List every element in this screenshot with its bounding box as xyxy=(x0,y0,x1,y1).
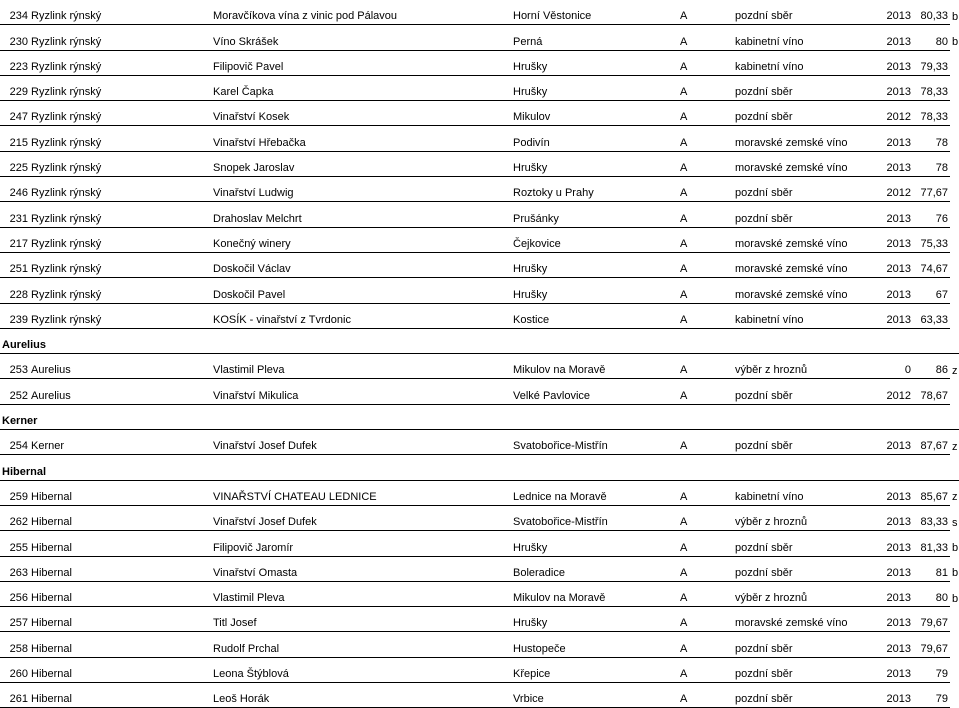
attribute-cell: pozdní sběr xyxy=(733,632,883,657)
village-cell: Svatobořice-Mistřín xyxy=(511,430,678,455)
medal-cell xyxy=(950,75,959,100)
variety-cell: Ryzlink rýnský xyxy=(29,126,211,151)
medal-cell xyxy=(950,151,959,176)
village-cell: Velké Pavlovice xyxy=(511,379,678,404)
category-cell: A xyxy=(678,531,733,556)
category-cell: A xyxy=(678,505,733,530)
variety-group-header xyxy=(0,404,959,429)
attribute-cell: pozdní sběr xyxy=(733,75,883,100)
sample-number: 231 xyxy=(0,202,29,227)
table-row xyxy=(0,531,959,556)
variety-cell: Ryzlink rýnský xyxy=(29,151,211,176)
variety-cell: Hibernal xyxy=(29,657,211,682)
village-cell: Svatobořice-Mistřín xyxy=(511,505,678,530)
vintage-cell: 2013 xyxy=(883,556,913,581)
medal-cell xyxy=(950,50,959,75)
score-cell: 79,33 xyxy=(913,50,950,75)
vintage-cell: 2013 xyxy=(883,657,913,682)
medal-cell: b xyxy=(952,542,959,555)
vintage-cell: 2013 xyxy=(883,581,913,606)
medal-cell xyxy=(950,252,959,277)
score-cell: 75,33 xyxy=(913,227,950,252)
sample-number: 253 xyxy=(0,354,29,379)
producer-cell: Leona Štýblová xyxy=(211,657,511,682)
vintage-cell: 2013 xyxy=(883,480,913,505)
variety-cell: Hibernal xyxy=(29,505,211,530)
score-cell: 78,33 xyxy=(913,101,950,126)
attribute-cell: pozdní sběr xyxy=(733,556,883,581)
sample-number: 246 xyxy=(0,177,29,202)
score-cell: 78,67 xyxy=(913,379,950,404)
category-cell: A xyxy=(678,581,733,606)
attribute-cell: výběr z hroznů xyxy=(733,581,883,606)
score-cell: 79,67 xyxy=(913,607,950,632)
sample-number: 229 xyxy=(0,75,29,100)
variety-cell: Hibernal xyxy=(29,556,211,581)
table-row xyxy=(0,303,959,328)
village-cell: Lednice na Moravě xyxy=(511,480,678,505)
village-cell: Hrušky xyxy=(511,607,678,632)
sample-number: 255 xyxy=(0,531,29,556)
vintage-cell: 2013 xyxy=(883,278,913,303)
table-row xyxy=(0,632,959,657)
category-cell: A xyxy=(678,101,733,126)
village-cell: Hrušky xyxy=(511,50,678,75)
variety-cell: Ryzlink rýnský xyxy=(29,75,211,100)
table-row xyxy=(0,25,959,50)
producer-cell: Leoš Horák xyxy=(211,683,511,708)
variety-cell: Hibernal xyxy=(29,480,211,505)
score-cell: 78,33 xyxy=(913,75,950,100)
producer-cell: Vinařství Josef Dufek xyxy=(211,430,511,455)
sample-number: 262 xyxy=(0,505,29,530)
category-cell: A xyxy=(678,126,733,151)
vintage-cell: 2013 xyxy=(883,252,913,277)
variety-cell: Kerner xyxy=(29,430,211,455)
vintage-cell: 2013 xyxy=(883,202,913,227)
medal-cell xyxy=(950,379,959,404)
producer-cell: Rudolf Prchal xyxy=(211,632,511,657)
producer-cell: VINAŘSTVÍ CHATEAU LEDNICE xyxy=(211,480,511,505)
vintage-cell: 2013 xyxy=(883,75,913,100)
medal-cell: b xyxy=(952,36,959,49)
vintage-cell: 2013 xyxy=(883,505,913,530)
variety-cell: Hibernal xyxy=(29,581,211,606)
variety-cell: Ryzlink rýnský xyxy=(29,303,211,328)
village-cell: Podivín xyxy=(511,126,678,151)
table-row xyxy=(0,379,959,404)
vintage-cell: 2013 xyxy=(883,151,913,176)
vintage-cell: 0 xyxy=(883,354,913,379)
attribute-cell: kabinetní víno xyxy=(733,480,883,505)
vintage-cell: 2013 xyxy=(883,607,913,632)
variety-cell: Ryzlink rýnský xyxy=(29,50,211,75)
attribute-cell: moravské zemské víno xyxy=(733,252,883,277)
attribute-cell: moravské zemské víno xyxy=(733,278,883,303)
sample-number: 215 xyxy=(0,126,29,151)
village-cell: Mikulov na Moravě xyxy=(511,581,678,606)
table-row xyxy=(0,126,959,151)
table-row xyxy=(0,177,959,202)
medal-cell xyxy=(950,177,959,202)
table-row xyxy=(0,202,959,227)
village-cell: Perná xyxy=(511,25,678,50)
attribute-cell: moravské zemské víno xyxy=(733,126,883,151)
score-cell: 74,67 xyxy=(913,252,950,277)
sample-number: 251 xyxy=(0,252,29,277)
variety-cell: Hibernal xyxy=(29,607,211,632)
sample-number: 263 xyxy=(0,556,29,581)
medal-cell: s xyxy=(952,516,958,529)
category-cell: A xyxy=(678,25,733,50)
sample-number: 256 xyxy=(0,581,29,606)
producer-cell: Vinařství Kosek xyxy=(211,101,511,126)
category-cell: A xyxy=(678,75,733,100)
score-cell: 79 xyxy=(913,657,950,682)
variety-cell: Hibernal xyxy=(29,531,211,556)
sample-number: 258 xyxy=(0,632,29,657)
vintage-cell: 2013 xyxy=(883,430,913,455)
variety-cell: Hibernal xyxy=(29,632,211,657)
variety-group-header xyxy=(0,328,959,353)
score-cell: 76 xyxy=(913,202,950,227)
table-row xyxy=(0,657,959,682)
sample-number: 239 xyxy=(0,303,29,328)
village-cell: Čejkovice xyxy=(511,227,678,252)
attribute-cell: pozdní sběr xyxy=(733,101,883,126)
attribute-cell: pozdní sběr xyxy=(733,202,883,227)
table-row xyxy=(0,556,959,581)
attribute-cell: moravské zemské víno xyxy=(733,607,883,632)
category-cell: A xyxy=(678,252,733,277)
vintage-cell: 2012 xyxy=(883,177,913,202)
medal-cell xyxy=(950,227,959,252)
medal-cell xyxy=(950,278,959,303)
attribute-cell: kabinetní víno xyxy=(733,25,883,50)
score-cell: 78 xyxy=(913,151,950,176)
producer-cell: Doskočil Pavel xyxy=(211,278,511,303)
variety-cell: Aurelius xyxy=(29,354,211,379)
producer-cell: Karel Čapka xyxy=(211,75,511,100)
attribute-cell: výběr z hroznů xyxy=(733,505,883,530)
score-cell: 83,33 xyxy=(913,505,950,530)
variety-cell: Aurelius xyxy=(29,379,211,404)
group-title: Aurelius xyxy=(0,328,959,353)
village-cell: Hustopeče xyxy=(511,632,678,657)
sample-number: 225 xyxy=(0,151,29,176)
producer-cell: Titl Josef xyxy=(211,607,511,632)
producer-cell: Drahoslav Melchrt xyxy=(211,202,511,227)
producer-cell: Vlastimil Pleva xyxy=(211,581,511,606)
attribute-cell: moravské zemské víno xyxy=(733,151,883,176)
sample-number: 254 xyxy=(0,430,29,455)
attribute-cell: kabinetní víno xyxy=(733,303,883,328)
village-cell: Kostice xyxy=(511,303,678,328)
producer-cell: Filipovič Pavel xyxy=(211,50,511,75)
sample-number: 260 xyxy=(0,657,29,682)
vintage-cell: 2013 xyxy=(883,632,913,657)
variety-cell: Hibernal xyxy=(29,683,211,708)
vintage-cell: 2013 xyxy=(883,303,913,328)
producer-cell: Filipovič Jaromír xyxy=(211,531,511,556)
attribute-cell: výběr z hroznů xyxy=(733,354,883,379)
table-row xyxy=(0,151,959,176)
table-row xyxy=(0,607,959,632)
vintage-cell: 2013 xyxy=(883,227,913,252)
category-cell: A xyxy=(678,0,733,25)
category-cell: A xyxy=(678,430,733,455)
variety-group-header xyxy=(0,455,959,480)
category-cell: A xyxy=(678,556,733,581)
category-cell: A xyxy=(678,379,733,404)
variety-cell: Ryzlink rýnský xyxy=(29,0,211,25)
producer-cell: Vinařství Josef Dufek xyxy=(211,505,511,530)
score-cell: 67 xyxy=(913,278,950,303)
score-cell: 87,67 xyxy=(913,430,950,455)
attribute-cell: pozdní sběr xyxy=(733,657,883,682)
score-cell: 86 xyxy=(913,354,950,379)
vintage-cell: 2012 xyxy=(883,379,913,404)
sample-number: 257 xyxy=(0,607,29,632)
medal-cell xyxy=(950,607,959,632)
group-title: Hibernal xyxy=(0,455,959,480)
village-cell: Křepice xyxy=(511,657,678,682)
variety-cell: Ryzlink rýnský xyxy=(29,202,211,227)
category-cell: A xyxy=(678,278,733,303)
score-cell: 80 xyxy=(913,25,950,50)
producer-cell: Vinařství Hřebačka xyxy=(211,126,511,151)
vintage-cell: 2013 xyxy=(883,531,913,556)
village-cell: Mikulov na Moravě xyxy=(511,354,678,379)
vintage-cell: 2013 xyxy=(883,683,913,708)
village-cell: Boleradice xyxy=(511,556,678,581)
medal-cell: z xyxy=(952,491,958,504)
attribute-cell: pozdní sběr xyxy=(733,430,883,455)
sample-number: 234 xyxy=(0,0,29,25)
vintage-cell: 2013 xyxy=(883,25,913,50)
medal-cell xyxy=(950,632,959,657)
score-cell: 81 xyxy=(913,556,950,581)
table-row xyxy=(0,581,959,606)
category-cell: A xyxy=(678,657,733,682)
producer-cell: Vinařství Omasta xyxy=(211,556,511,581)
variety-cell: Ryzlink rýnský xyxy=(29,252,211,277)
medal-cell xyxy=(950,101,959,126)
sample-number: 252 xyxy=(0,379,29,404)
score-cell: 80,33 xyxy=(913,0,950,25)
village-cell: Mikulov xyxy=(511,101,678,126)
table-row xyxy=(0,480,959,505)
table-row xyxy=(0,101,959,126)
variety-cell: Ryzlink rýnský xyxy=(29,25,211,50)
sample-number: 261 xyxy=(0,683,29,708)
producer-cell: Doskočil Václav xyxy=(211,252,511,277)
medal-cell xyxy=(950,683,959,708)
sample-number: 259 xyxy=(0,480,29,505)
village-cell: Horní Věstonice xyxy=(511,0,678,25)
producer-cell: Víno Skrášek xyxy=(211,25,511,50)
medal-cell xyxy=(950,202,959,227)
table-row xyxy=(0,430,959,455)
vintage-cell: 2013 xyxy=(883,50,913,75)
medal-cell: z xyxy=(952,440,958,453)
medal-cell: z xyxy=(952,364,958,377)
vintage-cell: 2012 xyxy=(883,101,913,126)
producer-cell: Vinařství Ludwig xyxy=(211,177,511,202)
category-cell: A xyxy=(678,480,733,505)
village-cell: Hrušky xyxy=(511,278,678,303)
vintage-cell: 2013 xyxy=(883,126,913,151)
producer-cell: Vinařství Mikulica xyxy=(211,379,511,404)
producer-cell: Moravčíkova vína z vinic pod Pálavou xyxy=(211,0,511,25)
category-cell: A xyxy=(678,354,733,379)
sample-number: 247 xyxy=(0,101,29,126)
table-row xyxy=(0,278,959,303)
attribute-cell: pozdní sběr xyxy=(733,531,883,556)
medal-cell xyxy=(950,303,959,328)
table-row xyxy=(0,75,959,100)
village-cell: Hrušky xyxy=(511,252,678,277)
category-cell: A xyxy=(678,303,733,328)
variety-cell: Ryzlink rýnský xyxy=(29,177,211,202)
score-cell: 77,67 xyxy=(913,177,950,202)
variety-cell: Ryzlink rýnský xyxy=(29,227,211,252)
medal-cell xyxy=(950,126,959,151)
producer-cell: Vlastimil Pleva xyxy=(211,354,511,379)
vintage-cell: 2013 xyxy=(883,0,913,25)
table-row xyxy=(0,0,959,25)
sample-number: 223 xyxy=(0,50,29,75)
attribute-cell: pozdní sběr xyxy=(733,0,883,25)
producer-cell: Snopek Jaroslav xyxy=(211,151,511,176)
category-cell: A xyxy=(678,151,733,176)
medal-cell xyxy=(950,657,959,682)
category-cell: A xyxy=(678,50,733,75)
table-row xyxy=(0,227,959,252)
attribute-cell: pozdní sběr xyxy=(733,177,883,202)
sample-number: 230 xyxy=(0,25,29,50)
category-cell: A xyxy=(678,177,733,202)
score-cell: 63,33 xyxy=(913,303,950,328)
village-cell: Vrbice xyxy=(511,683,678,708)
village-cell: Roztoky u Prahy xyxy=(511,177,678,202)
village-cell: Hrušky xyxy=(511,151,678,176)
producer-cell: Konečný winery xyxy=(211,227,511,252)
category-cell: A xyxy=(678,227,733,252)
category-cell: A xyxy=(678,632,733,657)
score-cell: 79 xyxy=(913,683,950,708)
village-cell: Hrušky xyxy=(511,75,678,100)
score-cell: 85,67 xyxy=(913,480,950,505)
attribute-cell: kabinetní víno xyxy=(733,50,883,75)
variety-cell: Ryzlink rýnský xyxy=(29,101,211,126)
score-cell: 81,33 xyxy=(913,531,950,556)
producer-cell: KOSÍK - vinařství z Tvrdonic xyxy=(211,303,511,328)
variety-cell: Ryzlink rýnský xyxy=(29,278,211,303)
category-cell: A xyxy=(678,607,733,632)
village-cell: Prušánky xyxy=(511,202,678,227)
medal-cell: b xyxy=(952,567,959,580)
table-row xyxy=(0,683,959,708)
sample-number: 217 xyxy=(0,227,29,252)
score-cell: 78 xyxy=(913,126,950,151)
village-cell: Hrušky xyxy=(511,531,678,556)
attribute-cell: pozdní sběr xyxy=(733,379,883,404)
table-row xyxy=(0,354,959,379)
table-row xyxy=(0,505,959,530)
category-cell: A xyxy=(678,202,733,227)
medal-cell: b xyxy=(952,592,959,605)
table-row xyxy=(0,50,959,75)
group-title: Kerner xyxy=(0,404,959,429)
score-cell: 79,67 xyxy=(913,632,950,657)
attribute-cell: pozdní sběr xyxy=(733,683,883,708)
table-row xyxy=(0,252,959,277)
sample-number: 228 xyxy=(0,278,29,303)
category-cell: A xyxy=(678,683,733,708)
medal-cell: b xyxy=(952,10,959,23)
score-cell: 80 xyxy=(913,581,950,606)
attribute-cell: moravské zemské víno xyxy=(733,227,883,252)
